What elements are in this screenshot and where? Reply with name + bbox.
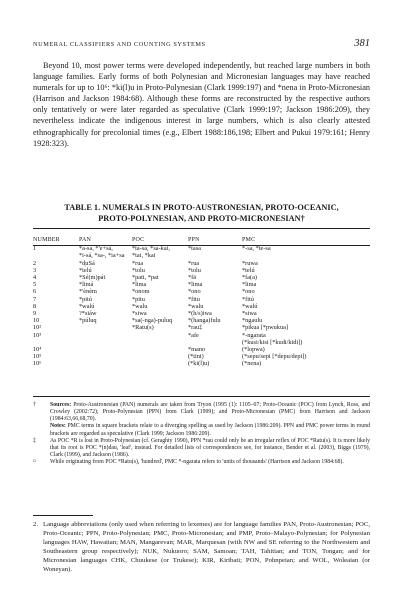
cell-poc: *walu: [132, 302, 148, 310]
cell-number: 7: [33, 295, 37, 303]
intro-paragraph: Beyond 10, most power terms were developed independently, but reached large numbers in both language families. Early forms of both Polynesian and Micronesian languages may have reached numerals for up to 10⁶: *ki(l)u in Proto-Polynesian (Clark 1999:197) and *nena in Proto-Micronesian (Harrison and Jackson 1984:68). Although these forms are reconstructed by the respective authors only tentatively or were later regarded as speculative (Clark 1999:197; Jackson 1986:209), they nevertheless indicate the indigenous interest in large numbers, which is also clearly attested ethnographically for precolonial times (e.g., Elbert 1988:186,198; Elbert and Pukui 1979:161; Henry 1928:323).: [33, 61, 370, 148]
cell-pan: [79, 360, 132, 367]
cell-poc: *onom: [132, 288, 150, 296]
cell-poc: [132, 332, 188, 339]
cell-pmc: *fitú: [242, 295, 254, 303]
cell-pmc: *pikua [*pwukua]: [242, 324, 288, 332]
cell-number: 10⁴: [33, 346, 42, 354]
cell-poc: *lima: [132, 281, 147, 289]
cell-poc: *siwa: [132, 310, 147, 318]
cell-number: 1: [33, 245, 37, 253]
cell-pmc: *lima: [242, 281, 257, 289]
cell-pan: *a-sa, *'e+sá, *i-sá, *sa-, *ia+sa: [79, 245, 125, 260]
note-text: Proto-Austronesian (PAN) numerals are taken from Tryon (1995 (1): 1105–07; Proto-Oceanic (POC) from Lynch, Ross, and Crowley (2002:72); Proto-Polynesian (PPN) from Clark (1999); and Proto-Micronesian (PMC) from Harrison and Jackson (1984:63,66,68,70).: [50, 402, 371, 423]
table-note: [33, 402, 370, 423]
cell-pan: *telú: [79, 266, 92, 274]
note-mark: †: [33, 402, 36, 408]
cell-pan: *d̦uSá: [79, 259, 95, 267]
cell-ppn: *tasa: [188, 245, 201, 253]
cell-pmc: *walú: [242, 302, 258, 310]
running-head: [33, 38, 370, 55]
cell-ppn: *walu: [188, 302, 204, 310]
cell-pmc: *-sa, *te-sa: [242, 245, 271, 253]
col-header-ppn: PPN: [188, 237, 200, 243]
footnote-rule: [33, 515, 93, 516]
cell-ppn: *fitu: [188, 295, 200, 303]
cell-ppn: (*tini): [188, 353, 204, 361]
cell-number: 3: [33, 266, 37, 274]
cell-number: 10³: [33, 331, 42, 339]
cell-number: 6: [33, 288, 37, 296]
cell-ppn: *rua: [188, 259, 200, 267]
cell-pmc: *fa(a): [242, 274, 258, 282]
cell-pmc: (*nena): [242, 360, 262, 368]
table-row: [33, 353, 370, 360]
cell-poc: *tolu: [132, 266, 145, 274]
cell-pmc: (*sepu/sepi [*depu/depi]): [242, 353, 307, 361]
table-row: [33, 281, 370, 288]
table-row: [33, 288, 370, 295]
footnote-text: Language abbreviations (only used when referring to lexemes) are for language families PAN, Proto-Austronesian; POC, Proto-Oceanic; PPN, Proto-Polynesian; PMC, Proto-Micronesian; and PMP, Proto–Malayo-Polynesian; for Polynesian languages HAW, Hawaiian; MAN, Mangarevan; MAR, Marquesan (with NW and SE referring to the Northwestern and Southeastern group respectively); NUK, Nukuoro; SAM, Samoan; TAH, Tahitian; and TON, Tongan; and for Micronesian languages CHK, Chuukese (or Trukese); KIR, Kiribati; PON, Pohnpeian; and WOL, Woleaian (or Woneyan).: [43, 521, 370, 573]
cell-pmc: *siwa: [242, 310, 257, 318]
cell-pan: [79, 346, 132, 353]
table-title-line-1: TABLE 1. NUMERALS IN PROTO-AUSTRONESIAN, PROTO-OCEANIC,: [64, 203, 339, 212]
cell-poc: *rua: [132, 259, 144, 267]
cell-ppn: *mano: [188, 346, 206, 354]
table-row: [33, 310, 370, 317]
cell-poc: [132, 353, 188, 360]
cell-pan: [79, 332, 132, 339]
table-top-rule: [33, 228, 370, 229]
cell-pmc: *ngaulu: [242, 317, 263, 325]
running-head-title: NUMERAL CLASSIFIERS AND COUNTING SYSTEMS: [33, 41, 206, 48]
note-label: Notes:: [50, 423, 66, 430]
cell-number: 5: [33, 281, 37, 289]
cell-poc: *ta-sa, *sa-kai, *tai, *kai: [132, 245, 170, 260]
cell-poc: [132, 346, 188, 353]
cell-pmc: (*kusi/kisi [*kudi/kidi]): [242, 338, 303, 346]
cell-pan: ?*siáw: [79, 310, 97, 318]
table-title-line-2: PROTO-POLYNESIAN, AND PROTO-MICRONESIAN†: [98, 213, 305, 223]
table-note: [33, 459, 370, 466]
cell-poc: *Ratu(s): [132, 324, 154, 332]
cell-number: 10²: [33, 324, 42, 332]
cell-ppn: *(hanga)fulu: [188, 317, 221, 325]
cell-number: 9: [33, 310, 37, 318]
cell-ppn: *rau‡: [188, 324, 203, 332]
cell-poc: *pati, *pat: [132, 274, 159, 282]
table-title: [33, 203, 370, 224]
cell-number: 10⁵: [33, 353, 42, 361]
cell-pmc: *ono: [242, 288, 255, 296]
cell-number: 4: [33, 274, 37, 282]
cell-pan: [79, 353, 132, 360]
table-row: [33, 324, 370, 331]
table-row: [33, 332, 370, 339]
table-row: [33, 296, 370, 303]
cell-pan: *púluq: [79, 317, 97, 325]
table-row: [33, 267, 370, 274]
table-row: [33, 360, 370, 367]
cell-number: 10: [33, 317, 40, 325]
cell-pan: *walú: [79, 302, 95, 310]
cell-ppn: *tolu: [188, 266, 201, 274]
cell-pmc: *-ngarata: [242, 331, 266, 339]
note-mark: ¤: [33, 459, 36, 466]
cell-pmc: *telú: [242, 266, 255, 274]
cell-ppn: *lima: [188, 281, 203, 289]
table-row: [33, 274, 370, 281]
cell-poc: *sa(-nga)-puluq: [132, 317, 173, 325]
footnote-mark: 2.: [33, 521, 39, 528]
cell-pan: *'ènèm: [79, 288, 97, 296]
note-text: As POC *R is lost in Proto-Polynesian (cf. Geraghty 1990), PPN *rau could only be an irregular reflex of POC *Ratu(s). It is more likely that its root is POC *(n)dau, 'leaf', instead. For detailed lists of correspondences see, for instance, Bender et al. (2003), Biggs (1979), Clark (1999), and Jackson (1986).: [50, 437, 370, 459]
cell-ppn: *(h/s)iwa: [188, 310, 212, 318]
table-row: [33, 245, 370, 259]
numerals-table: [33, 237, 370, 368]
table-row: [33, 303, 370, 310]
col-header-number: NUMBER: [33, 237, 60, 243]
table-row: [33, 339, 370, 346]
table-header-row: [33, 237, 370, 245]
cell-ppn: *ono: [188, 288, 201, 296]
cell-poc: [132, 360, 188, 367]
page-number: 381: [354, 38, 370, 49]
col-header-poc: POC: [132, 237, 145, 243]
footnote: [33, 521, 370, 574]
cell-poc: *pitu: [132, 295, 145, 303]
table-note: [33, 438, 370, 459]
table-notes: [33, 402, 370, 466]
note-mark: [33, 423, 50, 437]
cell-pan: *limá: [79, 281, 94, 289]
cell-ppn: [188, 339, 242, 346]
table-note: [33, 423, 370, 437]
cell-number: 8: [33, 302, 37, 310]
note-mark: ‡: [33, 437, 36, 444]
cell-pan: *Sé(m)pát: [79, 274, 106, 282]
cell-pmc: (*lopwa): [242, 346, 265, 354]
cell-pan: [79, 339, 132, 346]
cell-number: 10⁶: [33, 360, 42, 368]
cell-pmc: *ruwa: [242, 259, 258, 267]
table-row: [33, 260, 370, 267]
col-header-pan: PAN: [79, 237, 92, 243]
cell-pan: *pitú: [79, 295, 92, 303]
cell-poc: [132, 339, 188, 346]
note-text: While originating from POC *Ratu(s), 'hundred', PMC *-ngarata refers to 'units of thousands' (Harrison and Jackson 1984:68).: [50, 459, 344, 466]
cell-ppn: (*ki(l)u): [188, 360, 210, 368]
col-header-pmc: PMC: [242, 237, 256, 243]
table-bottom-rule: [33, 396, 370, 397]
cell-number: 2: [33, 259, 37, 267]
cell-ppn: *afe: [188, 331, 199, 339]
table-row: [33, 317, 370, 324]
note-text: PMC terms in square brackets relate to a diverging spelling as used by Jackson (1986:209). PPN and PMC power terms in round brackets are regarded as speculative (Clark 1999; Jackson 1986:209).: [50, 423, 371, 437]
cell-ppn: *fā: [188, 274, 197, 282]
table-row: [33, 346, 370, 353]
cell-pan: [79, 324, 132, 331]
note-label: Sources:: [50, 402, 72, 408]
cell-number: [33, 339, 79, 346]
